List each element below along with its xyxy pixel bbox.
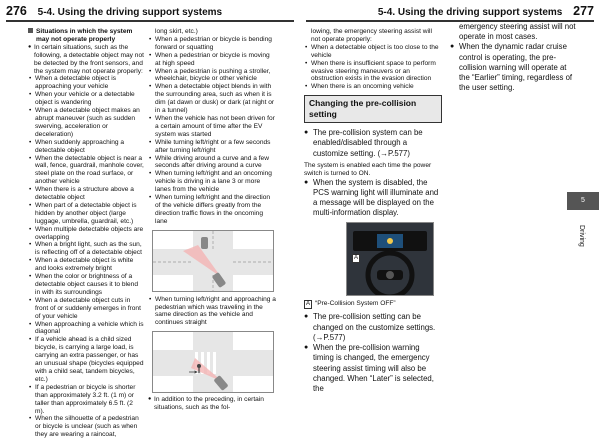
caption-label-a: A	[306, 301, 311, 308]
list-item: • When there is a structure above a detectable object	[28, 186, 144, 202]
caption-text: “Pre-Collision System OFF”	[315, 300, 396, 308]
left-col2-list-after-figure	[148, 296, 276, 328]
list-item: • While driving around a curve and a few seconds after driving around a curve	[148, 155, 276, 171]
left-col2	[148, 28, 276, 412]
instrument-panel-figure	[346, 222, 434, 296]
left-page-number: 276	[6, 4, 27, 18]
list-item: • When the silhouette of a pedestrian or bicycle is unclear (such as when they are wearing a raincoat,	[28, 415, 144, 439]
pedestrian-crossing-figure	[152, 331, 274, 393]
list-item: • When a detectable object is approaching your vehicle	[28, 75, 144, 91]
right-header-title: 5-4. Using the driving support systems	[377, 7, 563, 18]
list-item: • When a detectable object blends in with the surrounding area, such as when it is dim (at dawn or dusk) or dark (at night or in a tunnel)	[148, 83, 276, 115]
bullet-warning-timing: ● When the pre-collision warning timing is changed, the emergency steering assist timing will also be changed. When “Later” is selected, the	[304, 343, 442, 394]
continuation-text: long skirt, etc.)	[155, 28, 198, 35]
right-col1	[304, 28, 442, 394]
right-page-number: 277	[573, 4, 594, 18]
left-page-header	[6, 4, 222, 18]
bullet-enable-disable: ● The pre-collision system can be enabled/disabled through a customize setting. (→P.577)	[304, 128, 442, 159]
note-enabled-on: The system is enabled each time the power switch is turned to ON.	[304, 161, 432, 177]
right-page-header	[378, 4, 594, 18]
list-item: • If a pedestrian or bicycle is shorter than approximately 3.2 ft. (1 m) or taller than approximately 6.5 ft. (2 m).	[28, 384, 144, 416]
list-item: • When your vehicle or a detectable object is wandering	[28, 91, 144, 107]
list-item: • When part of a detectable object is hidden by another object (large luggage, umbrella, guardrail, etc.)	[28, 202, 144, 226]
intersection-oncoming-figure	[152, 230, 274, 292]
intro-paragraph: ● In certain situations, such as the following, a detectable object may not be detected by the front sensors, and the system may not operate properly:	[28, 44, 144, 76]
list-item: • When a bright light, such as the sun, is reflecting off of a detectable object	[28, 241, 144, 257]
closing-paragraph: ● In addition to the preceding, in certain situations, such as the fol-	[148, 396, 276, 412]
square-bullet-icon	[28, 28, 33, 33]
list-item: • When the color or brightness of a detectable object causes it to blend in with its surroundings	[28, 273, 144, 297]
list-item: • When suddenly approaching a detectable object	[28, 139, 144, 155]
right-col1-list	[304, 44, 442, 91]
left-col1-list	[28, 75, 144, 439]
list-item: • When turning left/right and approaching a pedestrian which was traveling in the same direction as the vehicle and continues straight	[148, 296, 276, 328]
side-tab-chapter: 5	[567, 192, 599, 210]
left-header-title: 5-4. Using the driving support systems	[37, 7, 223, 18]
list-item: • When turning left/right and an oncoming vehicle is driving in a lane 3 or more lanes from the vehicle	[148, 170, 276, 194]
list-item: • When multiple detectable objects are overlapping	[28, 226, 144, 242]
list-item: • If a vehicle ahead is a child sized bicycle, is carrying a large load, is carrying an extra passenger, or has an unusual shape (bicycles equipped with a child seat, tandem bicycles, etc.)	[28, 336, 144, 383]
list-item: • When a pedestrian or bicycle is moving at high speed	[148, 52, 276, 68]
list-item: • When the vehicle has not been driven for a certain amount of time after the EV system was started	[148, 115, 276, 139]
bullet-radar-cruise: ● When the dynamic radar cruise control is operating, the pre-collision warning will operate at the “Earlier” timing, regardless of the user setting.	[450, 42, 578, 93]
list-item: • When there is insufficient space to perform evasive steering maneuvers or an obstruction exists in the evasion direction	[304, 60, 442, 84]
left-header-rule	[6, 20, 294, 22]
left-col2-list	[148, 36, 276, 226]
left-col1	[28, 28, 144, 439]
list-item: • While turning left/right or a few seconds after turning left/right	[148, 139, 276, 155]
right-continuation: lowing, the emergency steering assist will not operate properly:	[311, 28, 432, 43]
figure-label-a: A	[354, 255, 359, 262]
list-item: • When approaching a vehicle which is diagonal	[28, 321, 144, 337]
figure-caption	[304, 300, 442, 309]
right-col2-continuation: emergency steering assist will not operate in most cases.	[459, 22, 576, 42]
intersection-oncoming-illustration	[153, 231, 273, 291]
list-item: • When a detectable object makes an abrupt maneuver (such as sudden swerving, acceleration or deceleration)	[28, 107, 144, 139]
side-tab-label: Driving	[578, 225, 585, 247]
section-heading-changing-setting: Changing the pre-collision setting	[304, 95, 442, 123]
list-item: • When a pedestrian or bicycle is bending forward or squatting	[148, 36, 276, 52]
list-item: • When a detectable object is white and looks extremely bright	[28, 257, 144, 273]
right-page	[300, 0, 600, 439]
section-heading-not-operate: Situations in which the system may not operate properly	[28, 28, 144, 44]
list-item: • When turning left/right and the direction of the vehicle differs greatly from the direction traffic flows in the oncoming lane	[148, 194, 276, 226]
list-item: • When there is an oncoming vehicle	[304, 83, 442, 91]
right-col2	[450, 22, 578, 93]
list-item: • When a detectable object cuts in front of or suddenly emerges in front of your vehicle	[28, 297, 144, 321]
list-item: • When a pedestrian is pushing a stroller, wheelchair, bicycle or other vehicle	[148, 68, 276, 84]
list-item: • When a detectable object is too close to the vehicle	[304, 44, 442, 60]
pedestrian-crossing-illustration	[153, 332, 273, 392]
list-item: • When the detectable object is near a wall, fence, guardrail, manhole cover, steel plate on the road surface, or another vehicle	[28, 155, 144, 187]
bullet-change-setting: ● The pre-collision setting can be changed on the customize settings. (→P.577)	[304, 312, 442, 343]
bullet-disabled-warning: ● When the system is disabled, the PCS warning light will illuminate and a message will be displayed on the multi-information display.	[304, 178, 442, 219]
